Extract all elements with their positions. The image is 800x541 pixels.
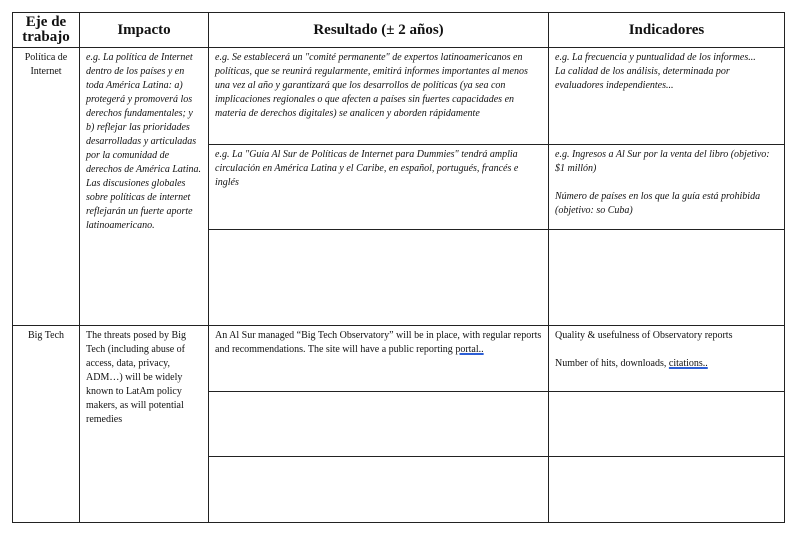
- header-row: [13, 13, 785, 48]
- work-plan-table: [12, 12, 785, 523]
- result-cell-empty: [209, 457, 549, 523]
- table-row: [13, 326, 785, 392]
- header-impacto: Impacto: [80, 13, 209, 48]
- header-eje: Eje de trabajo: [13, 13, 80, 48]
- result-cell: [209, 326, 549, 392]
- indicator-line: Número de países en los que la guía está prohibida (objetivo: so Cuba): [555, 191, 761, 216]
- indicator-line: La calidad de los análisis, determinada por evaluadores independientes...: [555, 66, 730, 91]
- indicator-line: Quality & usefulness of Observatory reports: [555, 330, 733, 341]
- indicator-cell: [549, 48, 785, 145]
- table-row: [13, 48, 785, 145]
- result-cell-empty: [209, 230, 549, 326]
- indicator-cell-empty: [549, 392, 785, 457]
- result-cell: e.g. Se establecerá un "comité permanente" de expertos latinoamericanos en políticas, que se reunirá regularmente, emitirá informes importantes al menos una vez al año y garantizará que los desarrollos de políticas (ya sea con implicaciones regionales o que afecten a países sin fuertes capacidades en materia de derechos digitales) se analicen y aborden rápidamente: [209, 48, 549, 145]
- result-cell-empty: [209, 392, 549, 457]
- impact-politica-de-internet: e.g. La política de Internet dentro de los países y en toda América Latina: a) protegerá y promoverá los derechos fundamentales; y b) reflejar las prioridades desarrolladas y articuladas por la comunidad de derechos de América Latina. Las discusiones globales sobre políticas de internet reflejarán un fuerte aporte latinoamericano.: [80, 48, 209, 326]
- result-cell: e.g. La "Guía Al Sur de Políticas de Internet para Dummies" tendrá amplia circulación en América Latina y el Caribe, en español, portugués, francés e inglés: [209, 145, 549, 230]
- indicator-cell-empty: [549, 457, 785, 523]
- indicator-line: e.g. Ingresos a Al Sur por la venta del libro (objetivo: $1 millón): [555, 149, 770, 174]
- result-text: An Al Sur managed “Big Tech Observatory” will be in place, with regular reports and recommendations. The site will have a public reporting: [215, 330, 542, 355]
- header-indicadores: Indicadores: [549, 13, 785, 48]
- indicator-line: e.g. La frecuencia y puntualidad de los informes...: [555, 52, 756, 63]
- axis-politica-de-internet: Política de Internet: [13, 48, 80, 326]
- portal-link[interactable]: portal..: [455, 344, 484, 355]
- indicator-cell-empty: [549, 230, 785, 326]
- citations-link[interactable]: citations..: [668, 358, 708, 369]
- indicator-line: Number of hits, downloads,: [555, 358, 667, 369]
- axis-big-tech: Big Tech: [13, 326, 80, 523]
- indicator-cell: [549, 326, 785, 392]
- indicator-cell: [549, 145, 785, 230]
- header-resultado: Resultado (± 2 años): [209, 13, 549, 48]
- impact-big-tech: The threats posed by Big Tech (including abuse of access, data, privacy, ADM…) will be widely known to LatAm policy makers, as will potential remedies: [80, 326, 209, 523]
